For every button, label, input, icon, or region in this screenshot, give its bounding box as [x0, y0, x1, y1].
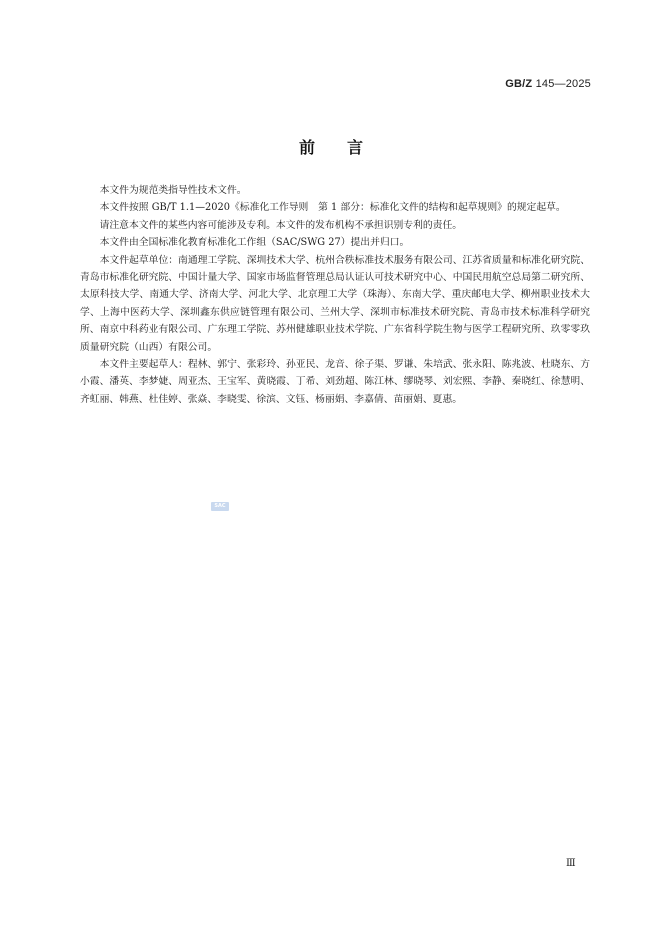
standard-code-number: 145—2025 — [535, 78, 591, 90]
paragraph-document-type: 本文件为规范类指导性技术文件。 — [99, 185, 247, 196]
paragraph-proposer: 本文件由全国标准化教育标准化工作组（SAC/SWG 27）提出并归口。 — [99, 237, 410, 249]
paragraph-drafting-units: 本文件起草单位：南通理工学院、深圳技术大学、杭州合秩标准技术服务有限公司、江苏省质量和标准化研究院、青岛市标准化研究院、中国计量大学、国家市场监督管理总局认证认可技术研究中心、中国民用航空总局第二研究所、太原科技大学、南通大学、济南大学、河北大学、北京理工大学（珠海）、东南大学、重庆邮电大学、柳州职业技术大学、上海中医药大学、深圳鑫东供应链管理有限公司、兰州大学、深圳市标准技术研究院、青岛市技术标准科学研究所、南京中科药业有限公司、广东理工学院、苏州健雄职业技术学院、广东省科学院生物与医学工程研究所、玖零零玖质量研究院（山西）有限公司。 — [80, 254, 590, 353]
watermark-logo: SAC — [211, 502, 229, 511]
page-number: Ⅲ — [566, 858, 576, 869]
foreword-body — [80, 182, 590, 408]
page-title: 前言 — [298, 138, 395, 157]
paragraph-patent-notice: 请注意本文件的某些内容可能涉及专利。本文件的发布机构不承担识别专利的责任。 — [99, 219, 463, 231]
paragraph-drafters: 本文件主要起草人：程林、郭宁、张彩玲、孙亚民、龙音、徐子渠、罗谦、朱培武、张永阳、陈兆波、杜晓东、方小霞、潘英、李梦婕、周亚杰、王宝军、黄晓霞、丁希、刘劲超、陈江林、缪晓琴、刘宏熙、李静、秦晓红、徐慧明、齐虹丽、韩燕、杜佳婷、张焱、李晓雯、徐滨、文钰、杨丽娟、李嘉倩、苗丽娟、夏惠。 — [80, 359, 590, 405]
standard-code-prefix: GB/Z — [505, 78, 533, 90]
standard-code — [505, 78, 591, 90]
paragraph-drafting-rules: 本文件按照 GB/T 1.1—2020《标准化工作导则 第 1 部分：标准化文件的结构和起草规则》的规定起草。 — [99, 202, 566, 214]
